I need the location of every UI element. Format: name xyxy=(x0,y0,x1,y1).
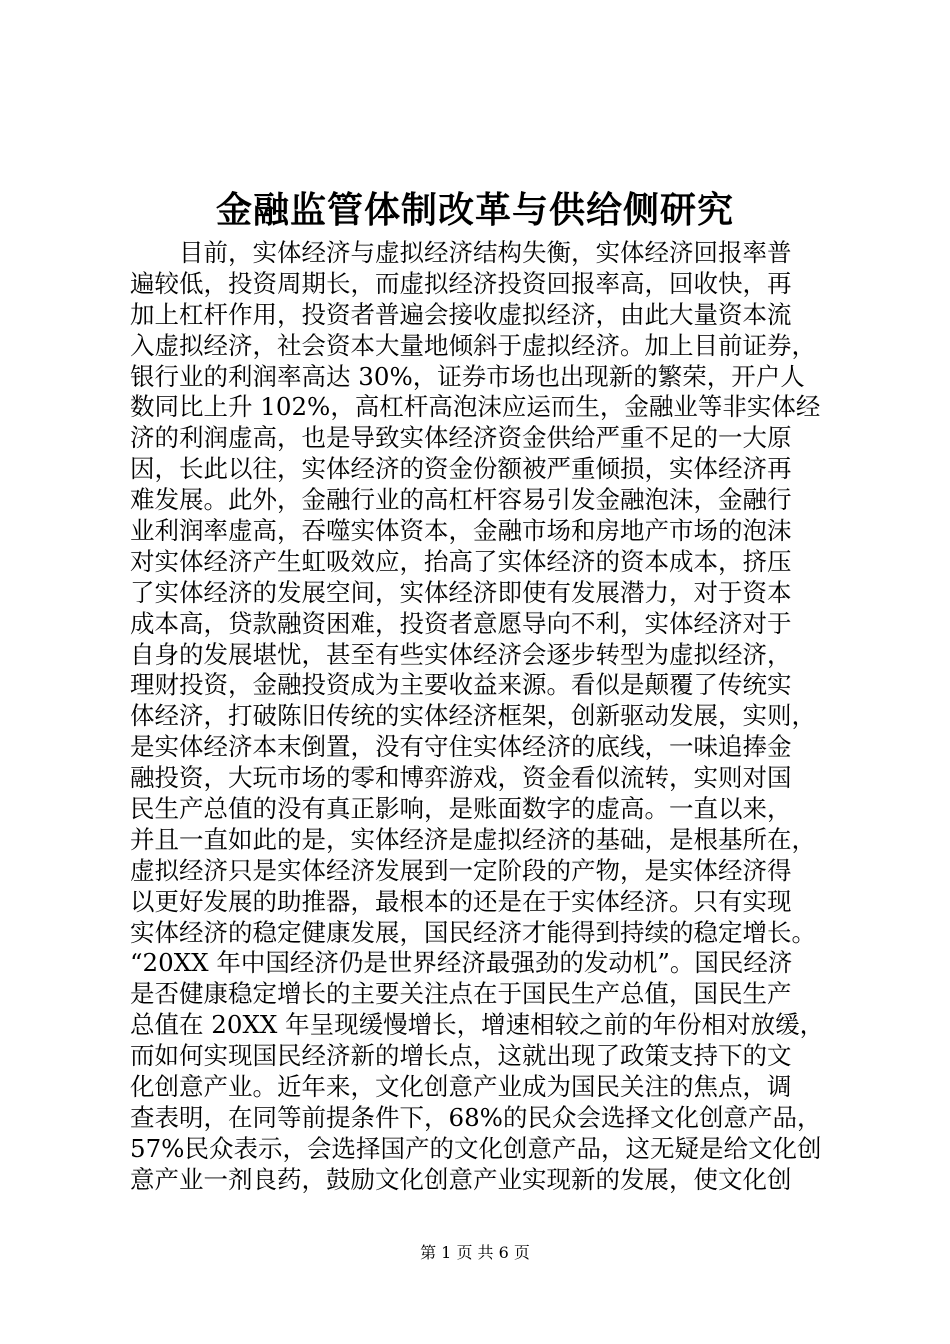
body-line: 成本高，贷款融资困难，投资者意愿导向不利，实体经济对于 xyxy=(130,608,792,638)
body-line: 对实体经济产生虹吸效应，抬高了实体经济的资本成本，挤压 xyxy=(130,546,792,576)
body-line: 融投资，大玩市场的零和博弈游戏，资金看似流转，实则对国 xyxy=(130,763,792,793)
body-line: 业利润率虚高，吞噬实体资本，金融市场和房地产市场的泡沫 xyxy=(130,516,792,546)
body-line: 了实体经济的发展空间，实体经济即使有发展潜力，对于资本 xyxy=(130,577,792,607)
body-line: 虚拟经济只是实体经济发展到一定阶段的产物，是实体经济得 xyxy=(130,855,792,885)
body-line: 难发展。此外，金融行业的高杠杆容易引发金融泡沫，金融行 xyxy=(130,485,792,515)
body-line: 57%民众表示，会选择国产的文化创意产品，这无疑是给文化创 xyxy=(130,1133,822,1163)
body-line: 目前，实体经济与虚拟经济结构失衡，实体经济回报率普 xyxy=(130,238,792,267)
body-line: 是否健康稳定增长的主要关注点在于国民生产总值，国民生产 xyxy=(130,979,792,1009)
body-line: 银行业的利润率高达 30%，证券市场也出现新的繁荣，开户人 xyxy=(130,361,805,391)
body-line: 体经济，打破陈旧传统的实体经济框架，创新驱动发展，实则， xyxy=(130,701,816,731)
body-line: 自身的发展堪忧，甚至有些实体经济会逐步转型为虚拟经济， xyxy=(130,639,792,669)
body-line: 总值在 20XX 年呈现缓慢增长，增速相较之前的年份相对放缓， xyxy=(130,1010,825,1040)
body-line: 因，长此以往，实体经济的资金份额被严重倾损，实体经济再 xyxy=(130,454,792,484)
body-line: 实体经济的稳定健康发展，国民经济才能得到持续的稳定增长。 xyxy=(130,917,816,947)
document-body xyxy=(130,238,830,1196)
body-line: 数同比上升 102%，高杠杆高泡沫应运而生，金融业等非实体经 xyxy=(130,392,821,422)
body-line: 入虚拟经济，社会资本大量地倾斜于虚拟经济。加上目前证券， xyxy=(130,330,816,360)
body-line: 化创意产业。近年来，文化创意产业成为国民关注的焦点，调 xyxy=(130,1072,792,1102)
body-line: “20XX 年中国经济仍是世界经济最强劲的发动机”。国民经济 xyxy=(130,948,793,978)
body-line: 是实体经济本末倒置，没有守住实体经济的底线，一味追捧金 xyxy=(130,732,792,762)
body-line: 以更好发展的助推器，最根本的还是在于实体经济。只有实现 xyxy=(130,886,792,916)
body-line: 民生产总值的没有真正影响，是账面数字的虚高。一直以来， xyxy=(130,794,792,824)
body-line: 而如何实现国民经济新的增长点，这就出现了政策支持下的文 xyxy=(130,1041,792,1071)
document-title: 金融监管体制改革与供给侧研究 xyxy=(215,189,734,231)
page-footer: 第 1 页 共 6 页 xyxy=(420,1243,530,1262)
body-line: 济的利润虚高，也是导致实体经济资金供给严重不足的一大原 xyxy=(130,423,792,453)
body-line: 理财投资，金融投资成为主要收益来源。看似是颠覆了传统实 xyxy=(130,670,792,700)
body-line: 查表明，在同等前提条件下，68%的民众会选择文化创意产品， xyxy=(130,1102,822,1132)
body-line: 意产业一剂良药，鼓励文化创意产业实现新的发展，使文化创 xyxy=(130,1164,792,1194)
body-line: 加上杠杆作用，投资者普遍会接收虚拟经济，由此大量资本流 xyxy=(130,299,792,329)
body-line: 并且一直如此的是，实体经济是虚拟经济的基础，是根基所在， xyxy=(130,824,816,854)
body-line: 遍较低，投资周期长，而虚拟经济投资回报率高，回收快，再 xyxy=(130,268,792,298)
